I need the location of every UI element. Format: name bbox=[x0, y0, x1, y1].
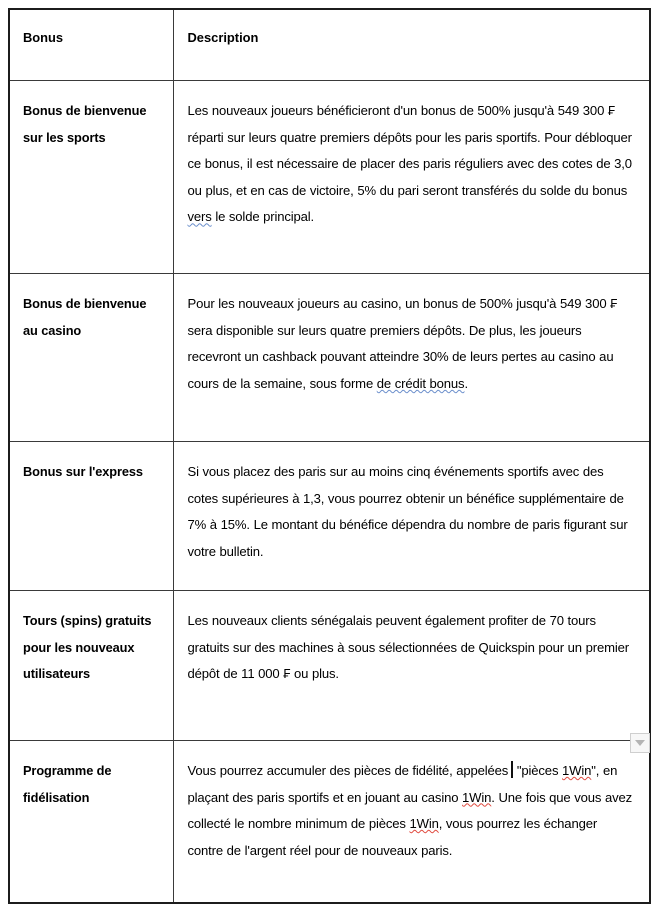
cell-bonus-description[interactable] bbox=[173, 741, 650, 904]
bonus-name-label: Tours (spins) gratuits pour les nouveaux utilisateurs bbox=[23, 613, 152, 681]
bonus-table bbox=[8, 8, 651, 904]
text-caret bbox=[511, 761, 513, 778]
cell-bonus-name bbox=[9, 274, 173, 442]
bonus-name-label: Bonus sur l'express bbox=[23, 464, 143, 479]
bonus-description-text: Les nouveaux joueurs bénéficieront d'un bonus de 500% jusqu'à 549 300 ₣ réparti sur leurs quatre premiers dépôts pour les paris sportifs. Pour débloquer ce bonus, il est nécessaire de placer des paris réguliers avec des cotes de 3,0 ou plus, et en cas de victoire, 5% du pari seront transférés du solde du bonus vers le solde principal. bbox=[187, 103, 632, 225]
table-row bbox=[9, 274, 650, 442]
cell-bonus-name bbox=[9, 591, 173, 741]
header-label-description: Description bbox=[187, 30, 259, 45]
grammar-underline: vers bbox=[187, 209, 212, 225]
bonus-name-label: Programme de fidélisation bbox=[23, 763, 112, 805]
cell-bonus-description bbox=[173, 591, 650, 741]
spellcheck-underline: 1Win bbox=[409, 816, 439, 832]
table-row bbox=[9, 81, 650, 274]
scroll-down-button[interactable] bbox=[630, 733, 650, 753]
cell-bonus-name bbox=[9, 81, 173, 274]
table-body bbox=[9, 9, 650, 903]
cell-bonus-description bbox=[173, 81, 650, 274]
header-cell-bonus bbox=[9, 9, 173, 81]
table-row bbox=[9, 741, 650, 904]
cell-bonus-description bbox=[173, 274, 650, 442]
header-cell-description bbox=[173, 9, 650, 81]
header-label-bonus: Bonus bbox=[23, 30, 64, 45]
bonus-name-label: Bonus de bienvenue sur les sports bbox=[23, 103, 147, 145]
bonus-description-text: Si vous placez des paris sur au moins cinq événements sportifs avec des cotes supérieures à 1,3, vous pourrez obtenir un bénéfice supplémentaire de 7% à 15%. Le montant du bénéfice dépendra du nombre de paris figurant sur votre bulletin. bbox=[187, 464, 628, 559]
table-header-row bbox=[9, 9, 650, 81]
bonus-description-text: Pour les nouveaux joueurs au casino, un bonus de 500% jusqu'à 549 300 ₣ sera disponible sur leurs quatre premiers dépôts. De plus, les joueurs recevront un cashback pouvant atteindre 30% de leurs pertes au casino au cours de la semaine, sous forme de crédit bonus. bbox=[187, 296, 618, 391]
bonus-name-label: Bonus de bienvenue au casino bbox=[23, 296, 147, 338]
spellcheck-underline: 1Win bbox=[462, 789, 492, 805]
cell-bonus-description bbox=[173, 442, 650, 591]
bonus-table-container bbox=[8, 8, 649, 896]
table-row bbox=[9, 442, 650, 591]
spellcheck-underline: 1Win bbox=[562, 763, 592, 778]
table-row bbox=[9, 591, 650, 741]
cell-bonus-name bbox=[9, 442, 173, 591]
grammar-underline: de crédit bonus bbox=[376, 375, 465, 391]
bonus-description-text: Les nouveaux clients sénégalais peuvent également profiter de 70 tours gratuits sur des machines à sous sélectionnées de Quickspin pour un premier dépôt de 11 000 ₣ ou plus. bbox=[187, 613, 629, 682]
cell-bonus-name bbox=[9, 741, 173, 904]
bonus-description-text: Vous pourrez accumuler des pièces de fidélité, appelées "pièces 1Win", en plaçant des paris sportifs et en jouant au casino 1Win. Une fois que vous avez collecté le nombre minimum de pièces 1Win, vous pourrez les échanger contre de l'argent réel pour de nouveaux paris. bbox=[187, 763, 633, 858]
triangle-down-icon bbox=[635, 740, 645, 746]
